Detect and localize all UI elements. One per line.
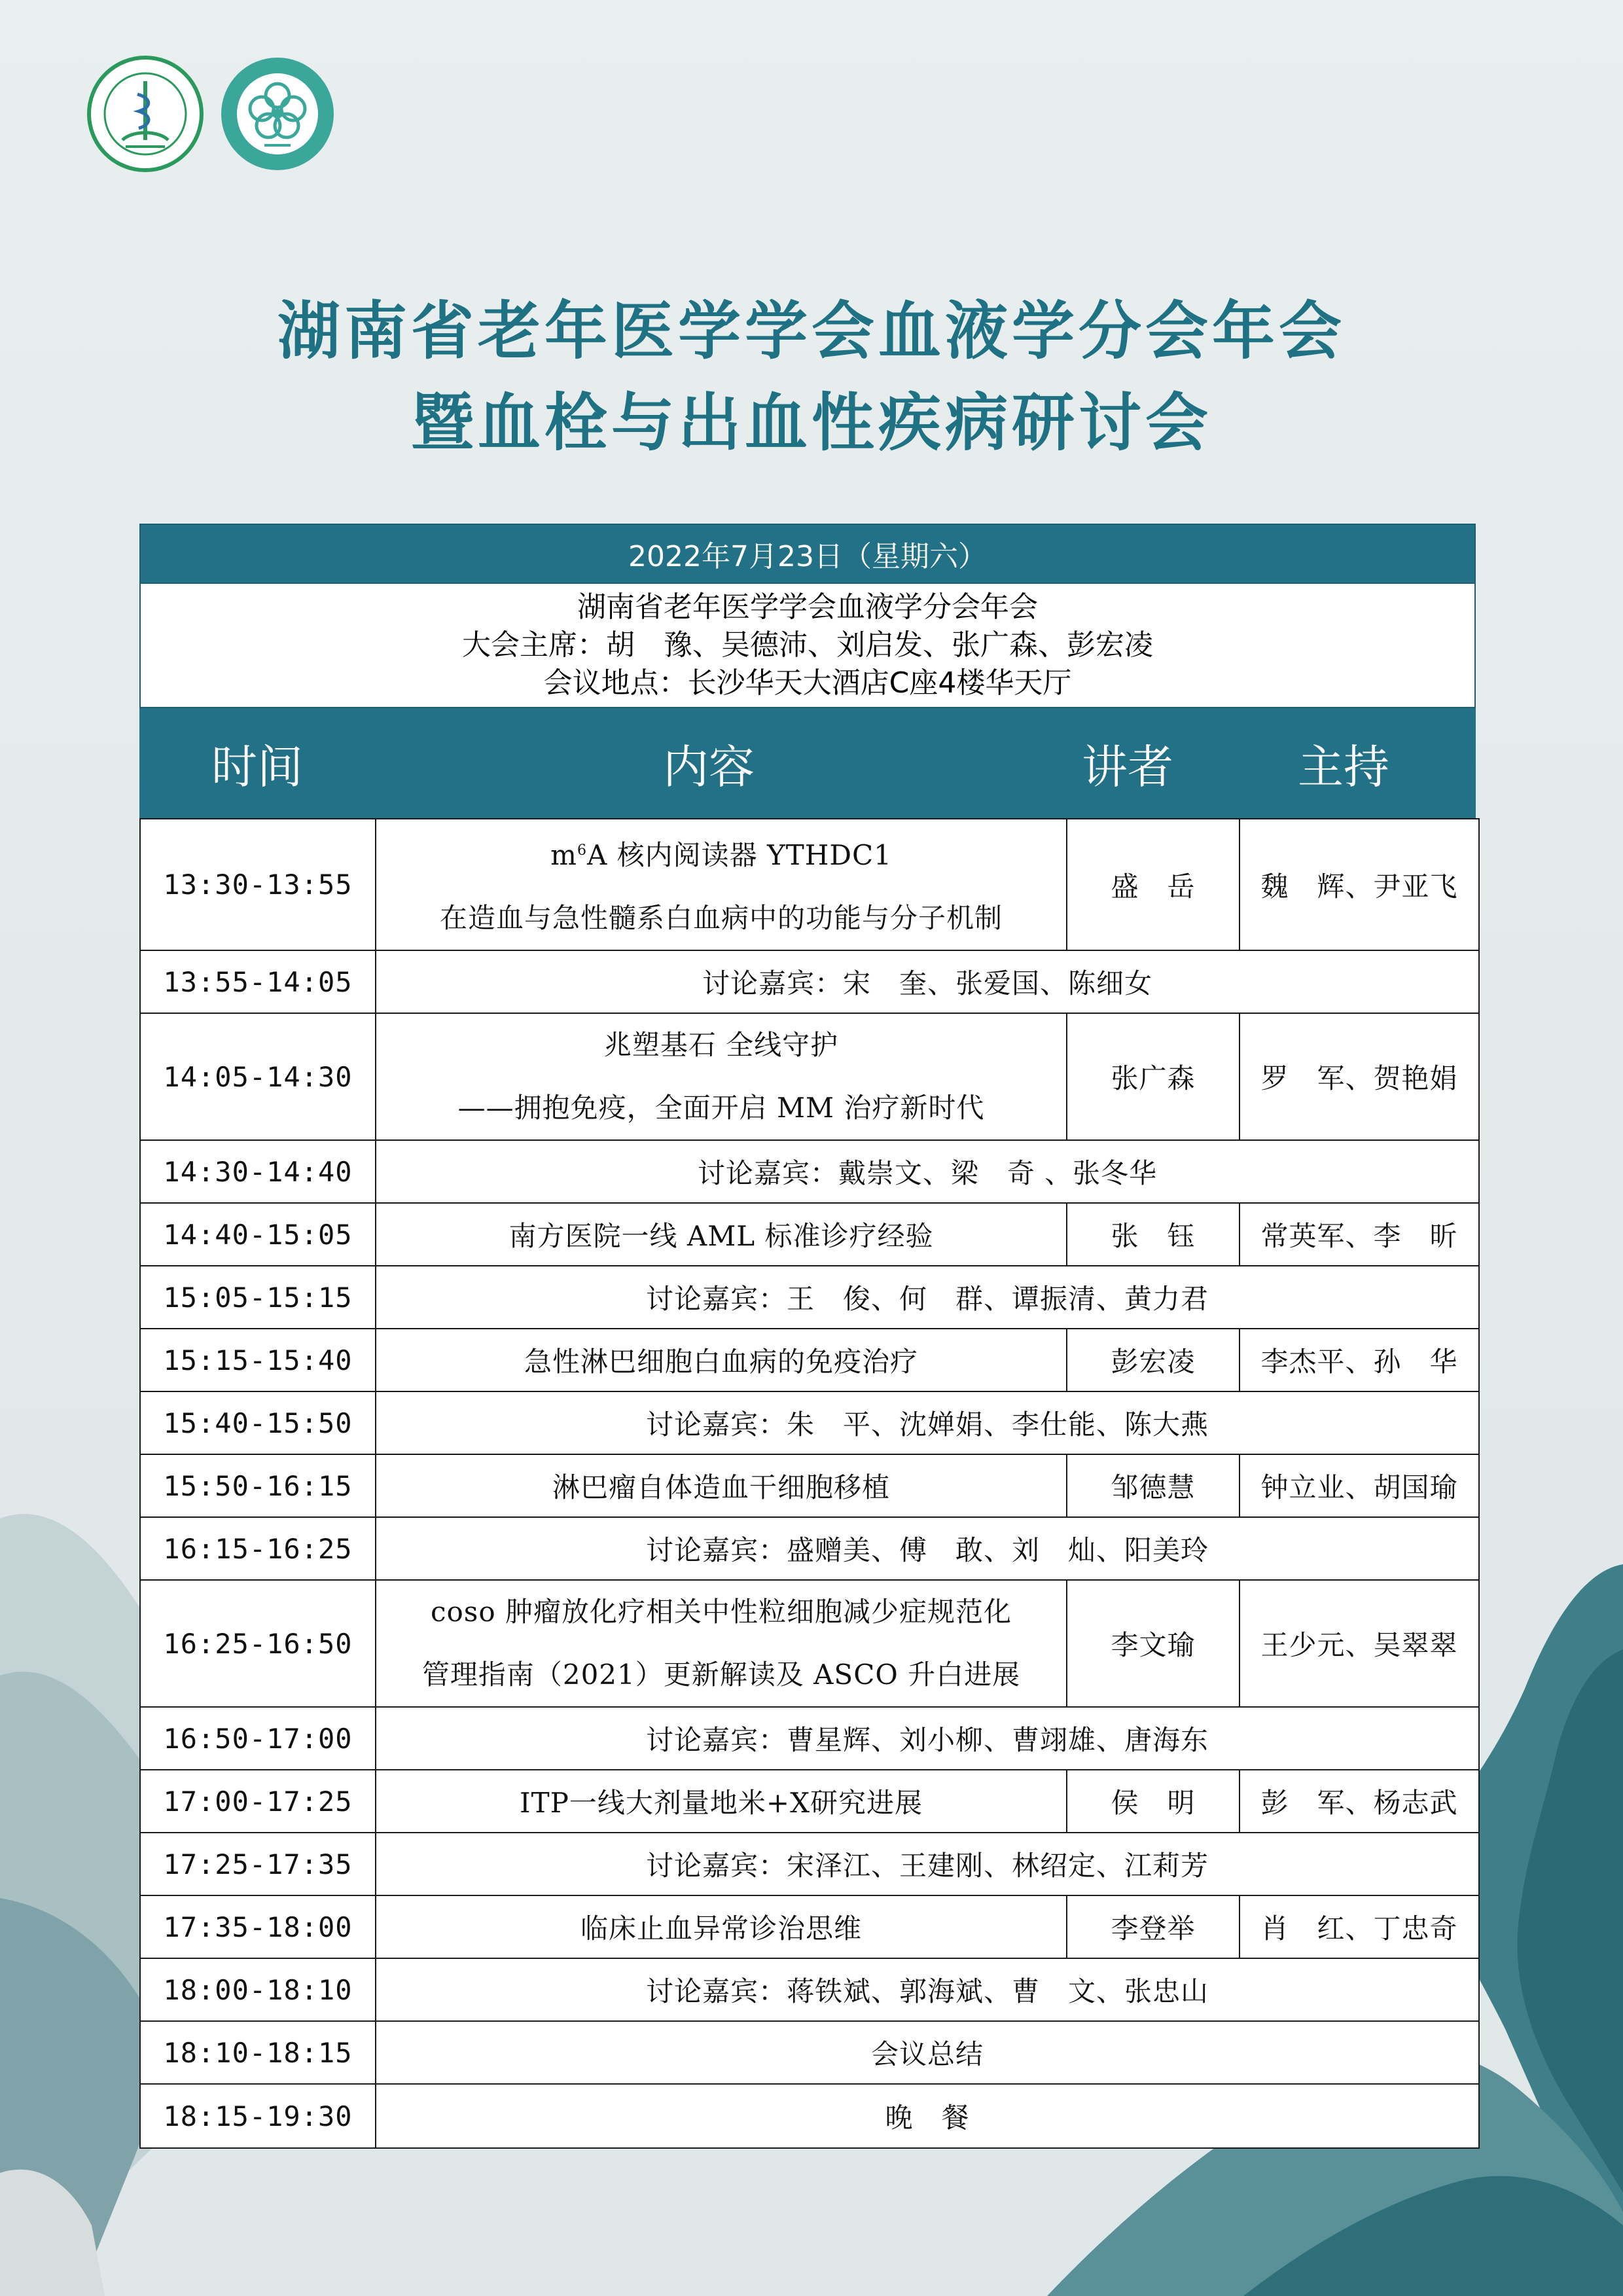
row-discussion: 讨论嘉宾：蒋铁斌、郭海斌、曹 文、张忠山 [376,1958,1479,2021]
row-discussion: 讨论嘉宾：盛赠美、傅 敢、刘 灿、阳美玲 [376,1517,1479,1580]
row-host: 常英军、李 昕 [1240,1203,1479,1266]
meeting-venue: 会议地点：长沙华天大酒店C座4楼华天厅 [543,666,1072,700]
row-speaker: 侯 明 [1067,1770,1240,1833]
row-dinner: 晚 餐 [376,2084,1479,2148]
row-time: 16:50-17:00 [140,1707,376,1770]
schedule-table [139,818,1480,2149]
row-content [376,1013,1067,1140]
table-header [139,708,1476,818]
content-line-2: ——拥抱免疫，全面开启 MM 治疗新时代 [457,1092,985,1124]
hunan-geriatrics-society-logo [86,55,204,173]
table-row [140,1203,1479,1266]
row-time: 14:05-14:30 [140,1013,376,1140]
row-speaker: 张 钰 [1067,1203,1240,1266]
row-time: 16:25-16:50 [140,1580,376,1707]
row-speaker: 张广森 [1067,1013,1240,1140]
row-host: 钟立业、胡国瑜 [1240,1454,1479,1517]
date-bar: 2022年7月23日（星期六） [139,524,1476,584]
row-time: 15:05-15:15 [140,1266,376,1329]
row-discussion: 讨论嘉宾：戴崇文、梁 奇 、张冬华 [376,1140,1479,1203]
table-row [140,1895,1479,1958]
row-time: 17:25-17:35 [140,1833,376,1895]
row-host: 王少元、吴翠翠 [1240,1580,1479,1707]
table-row [140,2084,1479,2148]
row-content [376,819,1067,950]
table-row [140,1454,1479,1517]
row-time: 14:40-15:05 [140,1203,376,1266]
meeting-chairs: 大会主席：胡 豫、吴德沛、刘启发、张广森、彭宏凌 [462,628,1153,662]
row-speaker: 邹德慧 [1067,1454,1240,1517]
table-row [140,1770,1479,1833]
header-time: 时间 [211,740,303,794]
content-line-2: 管理指南（2021）更新解读及 ASCO 升白进展 [421,1659,1021,1691]
row-discussion: 讨论嘉宾：宋 奎、张爱国、陈细女 [376,950,1479,1013]
row-host: 李杰平、孙 华 [1240,1329,1479,1391]
row-time: 18:15-19:30 [140,2084,376,2148]
row-time: 15:15-15:40 [140,1329,376,1391]
table-row [140,1266,1479,1329]
row-time: 14:30-14:40 [140,1140,376,1203]
row-time: 13:30-13:55 [140,819,376,950]
row-speaker: 彭宏凌 [1067,1329,1240,1391]
meeting-name: 湖南省老年医学学会血液学分会年会 [577,590,1038,624]
table-row [140,2021,1479,2084]
row-summary: 会议总结 [376,2021,1479,2084]
row-content: 临床止血异常诊治思维 [376,1895,1067,1958]
row-host: 罗 军、贺艳娟 [1240,1013,1479,1140]
row-time: 18:00-18:10 [140,1958,376,2021]
table-row [140,1329,1479,1391]
row-host: 彭 军、杨志武 [1240,1770,1479,1833]
table-row [140,950,1479,1013]
content-m: m [550,839,577,871]
table-row [140,1140,1479,1203]
row-time: 17:00-17:25 [140,1770,376,1833]
table-row [140,1517,1479,1580]
xiangya-hospital-logo [219,55,336,173]
table-row [140,1958,1479,2021]
row-time: 15:50-16:15 [140,1454,376,1517]
row-speaker: 李登举 [1067,1895,1240,1958]
table-row [140,819,1479,950]
row-content: 南方医院一线 AML 标准诊疗经验 [376,1203,1067,1266]
meeting-info [139,584,1476,708]
schedule-sheet [139,524,1476,2149]
row-host: 肖 红、丁忠奇 [1240,1895,1479,1958]
row-discussion: 讨论嘉宾：王 俊、何 群、谭振清、黄力君 [376,1266,1479,1329]
content-line-1: 兆塑基石 全线守护 [603,1029,839,1061]
row-time: 15:40-15:50 [140,1391,376,1454]
row-content: 急性淋巴细胞白血病的免疫治疗 [376,1329,1067,1391]
header-content: 内容 [663,740,755,794]
row-discussion: 讨论嘉宾：曹星辉、刘小柳、曹翊雄、唐海东 [376,1707,1479,1770]
row-time: 16:15-16:25 [140,1517,376,1580]
table-row [140,1833,1479,1895]
title-line-1: 湖南省老年医学学会血液学分会年会 [277,295,1346,368]
row-time: 18:10-18:15 [140,2021,376,2084]
table-row [140,1580,1479,1707]
content-line-2: 在造血与急性髓系白血病中的功能与分子机制 [439,902,1003,934]
table-row [140,1013,1479,1140]
title-line-2: 暨血栓与出血性疾病研讨会 [411,386,1212,459]
row-speaker: 李文瑜 [1067,1580,1240,1707]
header-speaker: 讲者 [1082,740,1173,794]
content-superscript: 6 [577,842,587,859]
content-line-1 [376,819,1066,887]
content-rest: A 核内阅读器 YTHDC1 [586,839,892,871]
table-row [140,1391,1479,1454]
row-time: 13:55-14:05 [140,950,376,1013]
row-content: ITP一线大剂量地米+X研究进展 [376,1770,1067,1833]
row-speaker: 盛 岳 [1067,819,1240,950]
row-content [376,1580,1067,1707]
table-row [140,1707,1479,1770]
row-discussion: 讨论嘉宾：朱 平、沈婵娟、李仕能、陈大燕 [376,1391,1479,1454]
row-content: 淋巴瘤自体造血干细胞移植 [376,1454,1067,1517]
row-time: 17:35-18:00 [140,1895,376,1958]
content-line-1: coso 肿瘤放化疗相关中性粒细胞减少症规范化 [430,1596,1012,1628]
header-host: 主持 [1298,740,1389,794]
row-host: 魏 辉、尹亚飞 [1240,819,1479,950]
row-discussion: 讨论嘉宾：宋泽江、王建刚、林绍定、江莉芳 [376,1833,1479,1895]
